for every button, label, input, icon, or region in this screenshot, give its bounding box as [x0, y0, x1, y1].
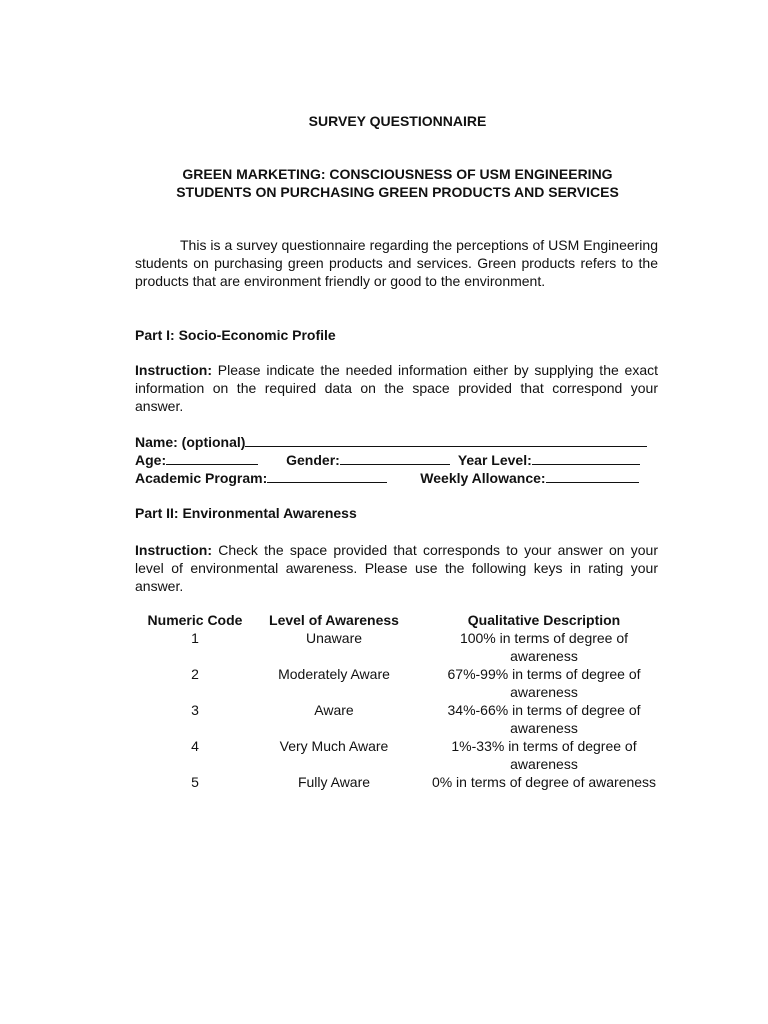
part2-instruction [135, 541, 658, 595]
row-3-description: 34%-66% in terms of degree of awareness [447, 702, 641, 736]
document-subtitle-line-1: GREEN MARKETING: CONSCIOUSNESS OF USM ENGINEERING [182, 166, 613, 182]
row-3-code: 3 [191, 702, 199, 718]
row-1-level: Unaware [305, 630, 363, 646]
header-level-of-awareness: Level of Awareness [269, 612, 399, 628]
awareness-key-table [135, 611, 675, 791]
row-2-description: 67%-99% in terms of degree of awareness [447, 666, 641, 700]
header-qualitative-description: Qualitative Description [467, 612, 621, 628]
row-5-description: 0% in terms of degree of awareness [431, 774, 657, 790]
row-5-level: Fully Aware [297, 774, 371, 790]
name-field-row [135, 433, 658, 451]
academic-program-field-blank[interactable] [267, 469, 387, 483]
table-row [135, 665, 675, 701]
document-title [135, 112, 660, 130]
program-allowance-row [135, 469, 658, 487]
part2-instruction-label: Instruction: [135, 542, 212, 558]
part2-instruction-text: Check the space provided that corresponds to your answer on your level of environmental awareness. Please use the following keys in rating your answer. [135, 542, 658, 594]
intro-paragraph: This is a survey questionnaire regarding the perceptions of USM Engineering students on purchasing green products and services. Green products refers to the products that are environment friendly or good to the environment. [135, 237, 658, 289]
part1-heading: Part I: Socio-Economic Profile [135, 327, 336, 343]
year-level-field-blank[interactable] [532, 451, 640, 465]
row-2-code: 2 [191, 666, 199, 682]
table-row [135, 701, 675, 737]
row-1-description: 100% in terms of degree of awareness [459, 630, 629, 664]
document-title-text: SURVEY QUESTIONNAIRE [308, 113, 487, 129]
weekly-allowance-field-blank[interactable] [546, 469, 639, 483]
document-subtitle [135, 165, 660, 201]
age-gender-year-row [135, 451, 658, 469]
part1-instruction-label: Instruction: [135, 362, 212, 378]
table-row [135, 629, 675, 665]
row-4-level: Very Much Aware [279, 738, 389, 754]
part1-instruction [135, 361, 658, 415]
row-4-description: 1%-33% in terms of degree of awareness [451, 738, 637, 772]
header-numeric-code: Numeric Code [147, 612, 243, 628]
year-level-field-label: Year Level: [457, 452, 532, 468]
academic-program-field-label: Academic Program: [135, 470, 268, 486]
row-4-code: 4 [191, 738, 199, 754]
gender-field-blank[interactable] [340, 451, 450, 465]
part2-heading: Part II: Environmental Awareness [135, 505, 357, 521]
age-field-blank[interactable] [166, 451, 258, 465]
document-subtitle-line-2: STUDENTS ON PURCHASING GREEN PRODUCTS AND SERVICES [176, 184, 619, 200]
weekly-allowance-field-label: Weekly Allowance: [420, 470, 546, 486]
table-row [135, 737, 675, 773]
name-field-blank[interactable] [245, 433, 647, 447]
row-2-level: Moderately Aware [278, 666, 390, 682]
name-field-label: Name: (optional) [135, 434, 246, 450]
gender-field-label: Gender: [286, 452, 340, 468]
table-row [135, 773, 675, 791]
row-3-level: Aware [314, 702, 354, 718]
age-field-label: Age: [135, 452, 167, 468]
row-1-code: 1 [191, 630, 199, 646]
part1-instruction-text: Please indicate the needed information either by supplying the exact information on the required data on the space provided that correspond your answer. [135, 362, 658, 414]
table-header-row [135, 611, 675, 629]
row-5-code: 5 [191, 774, 199, 790]
